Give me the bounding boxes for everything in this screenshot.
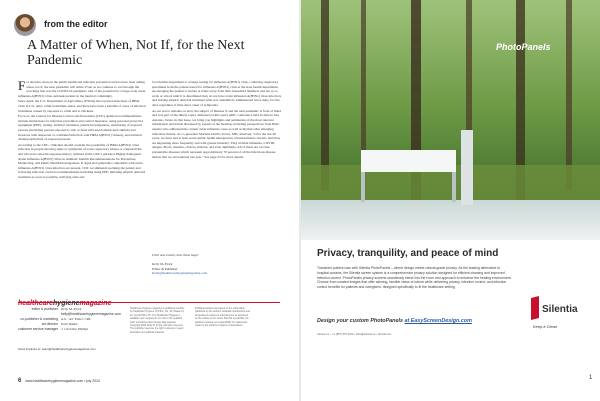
body-paragraph: According to the CDC, clinicians should consider the possibility of HPAI A(H5N1) virus infection in people showing signs or symptoms of acute respiratory illness or conjunctivitis and who have relevant exposure history outlined in the CDC's guidance Highly Pathogenic Avian Influenza A(H5N1) Virus in Animals: Interim Recommendations for Prevention, Monitoring, and Public Health Investigations. If signs and symptoms compatible with avian influenza A(H5N1) virus infection are present, CDC recommends isolating the patient and following infection control recommendations including using PPE, initiating empiric antiviral treatment as soon as possible, notifying state and xyxy=(18,142,146,179)
closing-line: Until next month, bust those bugs! xyxy=(152,253,199,257)
brand-logo: healthcarehygienemagazine xyxy=(18,300,112,307)
cta-text: Design your custom PhotoPanels xyxy=(317,318,403,324)
masthead-email-link[interactable]: kelly@healthcarehygienemagazine.com xyxy=(61,312,121,316)
body-paragraph: For decades, those in the public health and infection prevention sectors have been asking when, not if, the next pandemic will strike. Even as we continue to sort through the wreckage that was the COVID-19 pandemic, talk of the potential for a large-scale avian influenza A(H5N1) virus outbreak persists in the medical community. xyxy=(18,80,146,98)
body-paragraph: As our sector remains on alert, the subject of Disease X and the next pandemic is front of mind and was part of the timely topics addressed at this year's APIC conference held in June in San Antonio, Texas. In this issue, we bring you highlights and summaries of the most relevant information and trends discussed by experts at the meeting, including perspectives from IPAC experts who addressed the current avian influenza cases as well as myriad other emerging infectious threats. As co-presenter Mariana Dottilo Torres, MD, observed, "Over the last 20 years, we have had at least seven public health emergencies of international concern. And they are happening more frequently and with greater intensity. They include influenza, COVID, dengue, Ebola, measles, cholera, malaria, and even diphtheria. All of these are vaccine-preventable diseases which represent approximately 70 percent of all the infectious disease threats that we encountered last year." See page 23 for more details. xyxy=(152,108,281,159)
footer-text: www.healthcarehygienemagazine.com • july 2024 xyxy=(25,379,100,383)
ad-tagline: Keep it Clean xyxy=(533,324,558,329)
forest-photo xyxy=(301,0,600,240)
cta-link[interactable]: at EasyScreenDesign.com xyxy=(404,318,472,324)
body-paragraph: Since April, the U.S. Department of Agriculture (USDA) has reported detections of HPAI virus in U.S. dairy cattle in multiple states, and there have been a handful of cases of infection in humans caused by exposure to cattle and to chickens. xyxy=(18,99,146,113)
right-page-ad xyxy=(301,0,600,401)
masthead-row: co-publisher & marketing A.G. 'Art' Potter, CPA xyxy=(20,317,91,321)
masthead-row: art director Patti Valdez xyxy=(41,322,78,326)
silentia-logo xyxy=(529,294,585,322)
masthead-row: editor & publisher Kelly M. Pyrek xyxy=(31,307,82,311)
signature-title: Editor & Publisher xyxy=(152,266,178,271)
drop-cap: F xyxy=(18,80,26,93)
fineprint-column: Published articles are based on the information published by the authors. Editorial contributions and all decisions relating to editorial must be approved by the editors to the extent that this is possible; the publisher accepts no responsibility for statements made by the authors of papers or advertisers. xyxy=(195,307,250,328)
article-headline: A Matter of When, Not If, for the Next Pandemic xyxy=(27,38,245,68)
signature-name: Kelly M. Pyrek xyxy=(152,262,173,266)
magazine-brand xyxy=(18,292,280,307)
body-paragraph: local health department to arrange testing for influenza A(H5N1) virus, collecting respiratory specimens from the patient tested for influenza A(H5N1) virus at the state health department, encouraging the patient to isolate at home away from their household members and not go to work or school until it is determined they do not have avian influenza A(H5N1) virus infection; and starting empiric antiviral treatment with oral oseltamivir, administered twice daily for five days regardless of time since onset of symptoms. xyxy=(152,80,282,107)
page-number: 1 xyxy=(589,375,593,381)
page-number: 6 xyxy=(18,378,22,384)
ad-body: Transform patient care with Silentia PhotoPanels – where design meets clinical-grade privacy. As the leading alternative to hospital curtains, the Silentia screen system is a comprehensive privacy solution designed for efficient cleaning and improved infection control. PhotoPanels privacy screens seamlessly blend into the room and approach to enhance the healing environment. Choose from curated images that offer calming, familiar views of nature while delivering privacy, infection control, and infection control benefits for patients and caregivers, designed specifically to fit the healthcare setting. xyxy=(317,266,512,290)
body-column-2 xyxy=(152,80,282,250)
editor-avatar xyxy=(14,14,36,36)
section-label: from the editor xyxy=(44,19,108,29)
masthead xyxy=(18,307,123,332)
ad-cta[interactable] xyxy=(317,318,472,324)
fineprint-column: Healthcare Hygiene magazine is published monthly by Healthcare Hygiene, PO Box, No. 10. Please by Dr. Conrad 59 to 87. The Healthcare Hygiene is available upon request for no cost to the qualified staff, and all the other Design data material. Copyright 2024 Kelly M. Pyrek. All rights reserved. The publisher reserves the right to accept or reject all articles and editorial material. xyxy=(130,307,185,334)
photopanels-logo: PhotoPanels xyxy=(496,42,551,52)
masthead-row: customer service manager J. Christine Phillips xyxy=(18,327,89,331)
left-page xyxy=(0,0,299,401)
ad-headline: Privacy, tranquility, and peace of mind xyxy=(317,248,499,259)
signature-email-link[interactable]: Kelly@healthcarehygienemagazine.com xyxy=(152,271,207,276)
page-footer xyxy=(18,378,100,384)
svg-text:Silentia: Silentia xyxy=(542,304,578,315)
signature-block xyxy=(152,262,207,276)
ad-contact-footer: silentia inc. • +1 (857) 957 9319 • hello@silentia.us • silentia.com xyxy=(317,333,392,336)
send-inquiries[interactable]: Send inquiries to: team@healthcarehygienemagazine.com xyxy=(18,347,96,351)
body-paragraph: For now, the Centers for Disease Control and Prevention (CDC) updated recommendations include instructions for infection prevention and control measures, using personal protective equipment (PPE), testing, antiviral treatment, patient investigations, monitoring of exposed persons (including persons exposed to sick or dead wild and domesticated animals and livestock with suspected or confirmed infection with HPAI A(H5N1) viruses), and antiviral chemoprophylaxis of exposed persons. xyxy=(18,114,144,142)
body-column-1 xyxy=(18,80,146,280)
